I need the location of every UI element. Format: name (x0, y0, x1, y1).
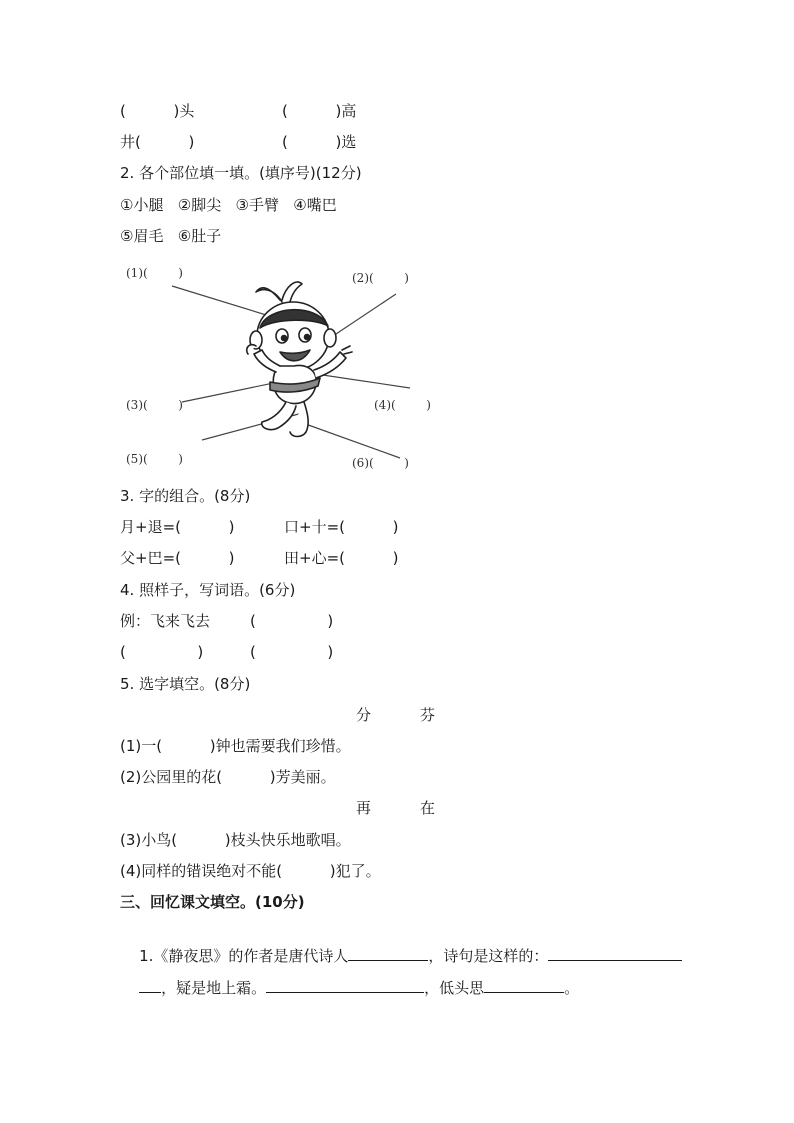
blank-verse-2 (266, 976, 424, 993)
verse-text-2: ，低头思 (424, 979, 485, 997)
pointer-line-2 (330, 294, 396, 338)
q5-choice-fen-flower: 芬 (420, 706, 436, 724)
q4-title: 4. 照样子，写词语。(6分) (120, 581, 296, 599)
q3-item-1: 月+退=( ) (120, 518, 235, 536)
q5-choice-zai-at: 在 (420, 799, 436, 817)
figure-label-2: (2)( ) (352, 271, 409, 285)
blank-tou: ( )头 (120, 102, 195, 120)
blank-verse-3 (484, 976, 564, 993)
poem-question-text-2: ，诗句是这样的： (428, 947, 549, 965)
q2-options-line2: ⑤眉毛 ⑥肚子 (120, 227, 222, 245)
verse-end: 。 (564, 979, 580, 997)
q4-blank-1: ( ) (120, 643, 204, 661)
blank-gao: ( )高 (282, 102, 357, 120)
q3-item-2: 口+十=( ) (284, 518, 399, 536)
blank-verse-1b (139, 976, 161, 993)
section-3-title: 三、回忆课文填空。(10分) (120, 893, 305, 911)
q4-blank-2: ( ) (250, 643, 334, 661)
q4-example: 例：飞来飞去 (120, 612, 211, 630)
figure-label-4: (4)( ) (374, 398, 431, 412)
q5-title: 5. 选字填空。(8分) (120, 675, 251, 693)
q4-example-blank: ( ) (250, 612, 334, 630)
q3-item-4: 田+心=( ) (284, 549, 399, 567)
q3-item-3: 父+巴=( ) (120, 549, 235, 567)
figure-label-1: (1)( ) (126, 266, 183, 280)
figure-label-3: (3)( ) (126, 398, 183, 412)
q5-item-4: (4)同样的错误绝对不能( )犯了。 (120, 862, 381, 880)
q3-title: 3. 字的组合。(8分) (120, 487, 251, 505)
verse-text-1: ，疑是地上霜。 (161, 979, 267, 997)
q5-item-3: (3)小鸟( )枝头快乐地歌唱。 (120, 831, 351, 849)
q5-choice-zai-again: 再 (356, 799, 372, 817)
q5-choice-fen: 分 (356, 706, 372, 724)
q2-options-line1: ①小腿 ②脚尖 ③手臂 ④嘴巴 (120, 196, 337, 214)
pointer-line-4 (316, 374, 410, 388)
cartoon-boy-illustration (120, 262, 460, 474)
body-parts-figure (120, 262, 460, 474)
pointer-line-6 (300, 422, 400, 458)
q5-item-2: (2)公园里的花( )芳美丽。 (120, 768, 336, 786)
q2-title: 2. 各个部位填一填。(填序号)(12分) (120, 164, 362, 182)
figure-label-5: (5)( ) (126, 452, 183, 466)
poem-question-text-1: 1.《静夜思》的作者是唐代诗人 (139, 947, 349, 965)
figure-label-6: (6)( ) (352, 456, 409, 470)
blank-xuan: ( )选 (282, 133, 357, 151)
section-3-line-2 (120, 956, 579, 1018)
blank-jing: 井( ) (120, 133, 195, 151)
q5-item-1: (1)一( )钟也需要我们珍惜。 (120, 737, 351, 755)
